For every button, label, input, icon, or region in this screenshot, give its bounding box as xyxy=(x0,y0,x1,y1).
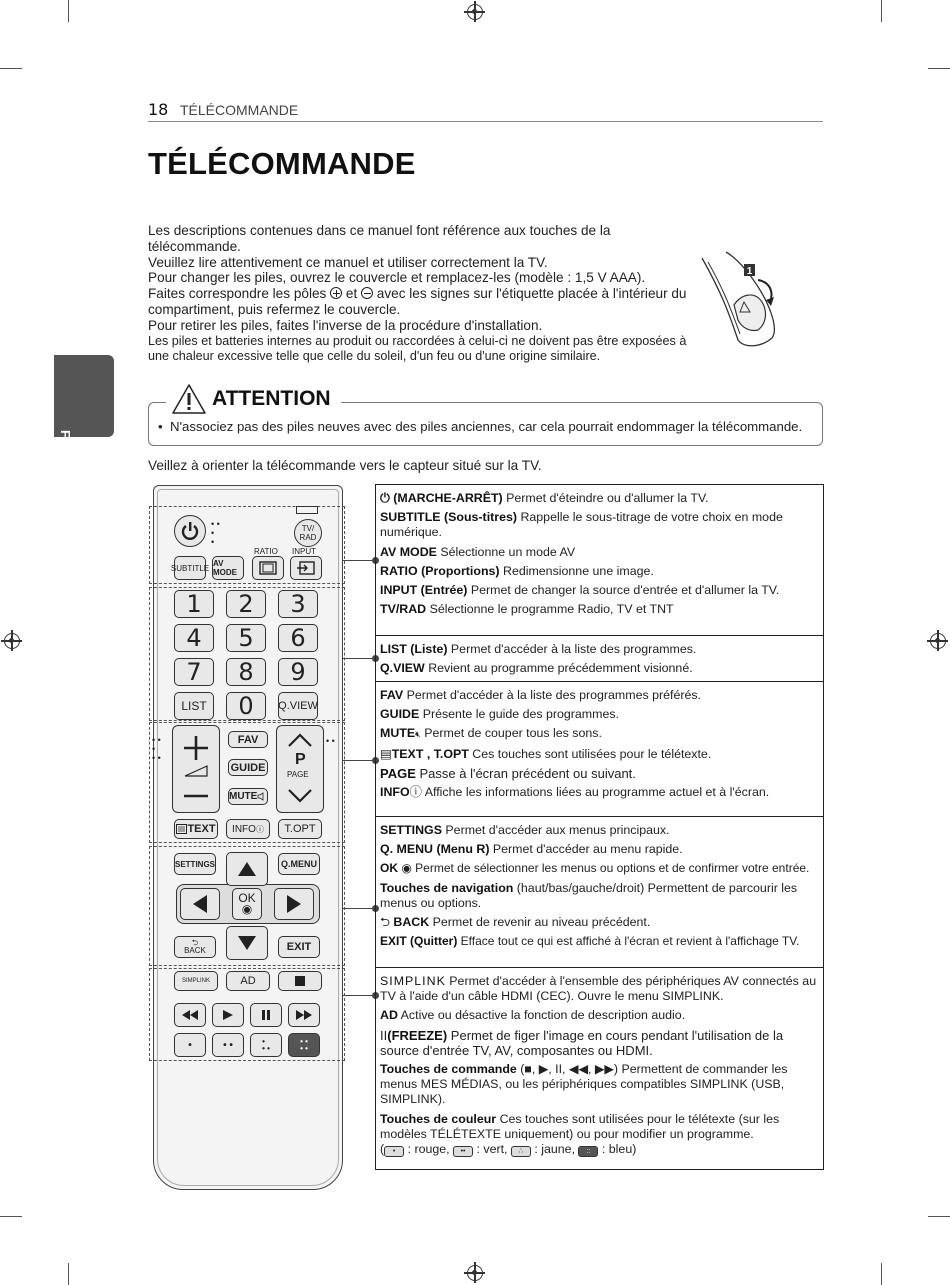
registration-mark-icon xyxy=(467,1265,483,1281)
yellow-button[interactable]: • • • xyxy=(250,1033,282,1057)
language-tab-label: FRANÇAIS xyxy=(58,430,73,502)
item-key: Q.VIEW xyxy=(380,661,425,676)
item-key: PAGE xyxy=(380,765,416,781)
item-key: Touches de commande xyxy=(380,1062,517,1077)
teletext-icon xyxy=(176,824,187,834)
attention-header xyxy=(166,382,341,416)
description-item xyxy=(380,861,819,876)
intro-paragraph: Veuillez lire attentivement ce manuel et utiliser correctement la TV. xyxy=(148,254,548,270)
info-button[interactable] xyxy=(226,819,270,839)
minus-pole-icon xyxy=(361,287,373,299)
aim-instruction: Veillez à orienter la télécommande vers le capteur situé sur la TV. xyxy=(148,458,542,473)
registration-mark-icon xyxy=(467,4,483,20)
nav-right-button[interactable] xyxy=(274,888,314,920)
green-button[interactable]: • • xyxy=(212,1033,244,1057)
crop-mark xyxy=(0,1216,22,1217)
item-text: Présente le guide des programmes. xyxy=(419,707,619,722)
stop-icon xyxy=(295,976,305,986)
attention-text: • N'associez pas des piles neuves avec des piles anciennes, car cela pourrait endommager la télécommande. xyxy=(158,419,803,434)
item-text: Permet d'accéder au menu rapide. xyxy=(489,842,683,857)
item-text: Permet de figer l'image en cours pendant l'utilisation de la source d'entrée TV, AV, composantes ou HDMI. xyxy=(380,1027,784,1058)
description-section-5 xyxy=(376,968,823,1169)
subtitle-button[interactable]: SUBTITLE xyxy=(174,556,206,580)
volume-rocker[interactable] xyxy=(172,725,220,813)
button-description-table xyxy=(375,484,824,1170)
registration-mark-icon xyxy=(930,633,946,649)
fav-button[interactable]: FAV xyxy=(228,731,268,748)
description-item xyxy=(380,1008,819,1023)
yellow-key-icon: ∴ xyxy=(511,1146,531,1157)
tactile-dots: • • • • • xyxy=(152,735,161,763)
item-text: Passe à l'écran précédent ou suivant. xyxy=(415,765,636,781)
item-key: Q. MENU (Menu R) xyxy=(380,842,490,857)
page-title: TÉLÉCOMMANDE xyxy=(148,146,416,181)
mute-label: MUTE xyxy=(229,791,258,802)
number-8-button[interactable]: 8 xyxy=(226,658,266,686)
description-item xyxy=(380,842,819,857)
page-number: 18 xyxy=(148,100,169,119)
leader-line xyxy=(343,560,376,561)
description-item xyxy=(380,707,819,722)
page-header xyxy=(148,100,823,122)
item-text: Permet de revenir au niveau précédent. xyxy=(429,915,651,930)
t-opt-button[interactable]: T.OPT xyxy=(278,819,322,839)
item-key: EXIT (Quitter) xyxy=(380,934,458,949)
item-text: Redimensionne une image. xyxy=(499,563,654,578)
intro-warning: Les piles et batteries internes au produit ou raccordées à celui-ci ne doivent pas être exposées à une chaleur excessive telle que celle du soleil, d'un feu ou d'une origine similaire. xyxy=(148,333,687,364)
ad-button[interactable]: AD xyxy=(226,971,270,991)
language-tab xyxy=(54,355,114,502)
color-name: : rouge, xyxy=(404,1142,454,1157)
color-name: : jaune, xyxy=(530,1142,579,1157)
mute-icon: 🔇︎ xyxy=(415,729,421,740)
header-section: TÉLÉCOMMANDE xyxy=(180,102,299,118)
item-text: Permet de couper tous les sons. xyxy=(420,726,602,741)
blue-key-icon: :: xyxy=(578,1146,598,1157)
item-text: (■, ▶, II, ◀◀, ▶▶) Permettent de commander les menus MES MÉDIAS, ou les périphériques compatibles SIMPLINK (USB, SIMPLINK). xyxy=(380,1062,788,1107)
item-text: Ces touches sont utilisées pour le télétexte (sur les modèles TÉLÉTEXTE uniquement) ou pour modifier un programme. xyxy=(380,1111,780,1141)
item-key: INPUT (Entrée) xyxy=(380,583,468,598)
item-key: RATIO (Proportions) xyxy=(380,563,500,578)
item-key: SETTINGS xyxy=(380,823,442,837)
nav-left-button[interactable] xyxy=(180,888,220,920)
item-key: (FREEZE) xyxy=(387,1027,448,1043)
info-icon: ⓘ xyxy=(255,824,264,834)
nav-up-button[interactable] xyxy=(226,852,268,886)
item-text: Affiche les informations liées au programme actuel et à l'écran. xyxy=(422,785,770,800)
back-button[interactable] xyxy=(174,936,216,958)
simplink-button[interactable]: SIMPLINK xyxy=(174,971,218,991)
description-section-4 xyxy=(376,817,823,968)
number-9-button[interactable]: 9 xyxy=(278,658,318,686)
description-item xyxy=(380,934,819,949)
description-item xyxy=(380,510,819,540)
description-item xyxy=(380,766,819,781)
item-text: Revient au programme précédemment visionné. xyxy=(424,661,693,676)
attention-sentence: N'associez pas des piles neuves avec des piles anciennes, car cela pourrait endommager la télécommande. xyxy=(169,419,803,434)
item-text: Sélectionne le programme Radio, TV et TNT xyxy=(426,602,674,617)
item-key: MUTE xyxy=(380,726,416,741)
item-text: Ces touches sont utilisées pour le télétexte. xyxy=(468,746,712,761)
back-label: BACK xyxy=(184,946,206,955)
channel-rocker[interactable] xyxy=(276,725,324,813)
item-text: Rappelle le sous-titrage de votre choix en mode numérique. xyxy=(380,510,783,540)
description-item xyxy=(380,974,819,1004)
description-item xyxy=(380,688,819,703)
ratio-label: RATIO xyxy=(254,547,278,556)
description-item xyxy=(380,1062,819,1108)
item-key: AV MODE xyxy=(380,544,437,559)
item-key: Touches de couleur xyxy=(380,1111,497,1126)
q-view-button[interactable]: Q.VIEW xyxy=(278,692,318,720)
info-label: INFO xyxy=(232,823,256,835)
number-6-button[interactable]: 6 xyxy=(278,624,318,652)
number-7-button[interactable]: 7 xyxy=(174,658,214,686)
ir-emitter-icon xyxy=(296,506,318,514)
description-section-1 xyxy=(376,485,823,636)
mute-icon xyxy=(257,792,267,801)
registration-mark-icon xyxy=(4,633,20,649)
channel-p-label: P xyxy=(295,751,306,768)
item-text: Active ou désactive la fonction de description audio. xyxy=(397,1008,686,1023)
plus-pole-icon xyxy=(330,287,342,299)
crop-mark xyxy=(68,1263,69,1285)
number-5-button[interactable]: 5 xyxy=(226,624,266,652)
number-4-button[interactable]: 4 xyxy=(174,624,214,652)
item-key: SUBTITLE (Sous-titres) xyxy=(380,510,517,525)
arrow-down-icon xyxy=(237,935,257,951)
input-button[interactable] xyxy=(290,556,322,580)
rewind-icon xyxy=(182,1010,198,1020)
list-button[interactable]: LIST xyxy=(174,692,214,720)
play-button[interactable] xyxy=(212,1003,244,1027)
crop-mark xyxy=(881,1263,882,1285)
description-item: Touches de couleur Ces touches sont utilisées pour le télétexte (sur les modèles TÉLÉTEXTE uniquement) ou pour modifier un programme. ( • : rouge, •• : vert, ∴ : jaune, :: : bleu) xyxy=(380,1111,780,1157)
item-key: Touches de navigation xyxy=(380,880,514,895)
input-label: INPUT xyxy=(292,547,316,556)
battery-cover-illustration xyxy=(700,250,785,350)
item-key: FAV xyxy=(380,688,404,702)
description-item xyxy=(380,661,819,676)
input-icon xyxy=(296,561,316,575)
red-button[interactable]: • xyxy=(174,1033,206,1057)
back-icon: ⮌ xyxy=(191,938,199,947)
stop-button[interactable] xyxy=(278,971,322,991)
description-item xyxy=(380,564,819,579)
crop-mark xyxy=(928,1216,950,1217)
number-3-button[interactable]: 3 xyxy=(278,590,318,618)
description-item xyxy=(380,747,819,762)
ok-icon: ◉ xyxy=(401,861,412,876)
item-key: BACK xyxy=(393,915,430,930)
color-name: : bleu) xyxy=(598,1142,637,1157)
channel-icon xyxy=(277,726,323,812)
tv-rad-button[interactable]: TV/ RAD xyxy=(294,519,322,547)
description-item xyxy=(380,785,819,800)
arrow-up-icon xyxy=(237,861,257,877)
description-section-2 xyxy=(376,636,823,682)
remote-control-illustration xyxy=(153,485,343,1190)
item-key: (MARCHE-ARRÊT) xyxy=(393,491,503,505)
item-text: Permet d'accéder aux menus principaux. xyxy=(441,823,670,837)
intro-paragraph: Les descriptions contenues dans ce manuel font référence aux touches de la télécommande. xyxy=(148,223,611,254)
warning-icon xyxy=(172,383,206,415)
description-item xyxy=(380,583,819,598)
attention-label: ATTENTION xyxy=(212,387,331,410)
leader-line xyxy=(343,995,376,996)
item-text: Permet d'éteindre ou d'allumer la TV. xyxy=(502,491,709,505)
description-section-3 xyxy=(376,682,823,817)
power-icon xyxy=(180,521,200,541)
intro-paragraph: Pour changer les piles, ouvrez le couvercle et remplacez-les (modèle : 1,5 V AAA). xyxy=(148,270,646,286)
item-text: Permet d'accéder à la liste des programmes. xyxy=(447,642,697,656)
power-icon: ⏻ xyxy=(380,491,394,505)
description-item xyxy=(380,1028,819,1058)
intro-fragment: avec les signes sur l'étiquette placée à l'intérieur du compartiment, puis refermez le couvercle. xyxy=(148,286,687,317)
intro-text xyxy=(148,223,703,365)
guide-button[interactable]: GUIDE xyxy=(228,759,268,776)
tactile-dots: • • xyxy=(326,736,335,746)
green-key-icon: •• xyxy=(453,1146,473,1157)
description-item xyxy=(380,491,819,506)
number-0-button[interactable]: 0 xyxy=(226,692,266,720)
item-key: TV/RAD xyxy=(380,602,427,617)
item-key: SIMPLINK xyxy=(380,974,446,988)
crop-mark xyxy=(68,0,69,22)
item-text: Efface tout ce qui est affiché à l'écran et revient à l'affichage TV. xyxy=(457,934,800,949)
tactile-dots: • • • • xyxy=(211,519,220,547)
description-item xyxy=(380,726,819,742)
description-item xyxy=(380,823,819,838)
mute-button[interactable] xyxy=(228,788,268,805)
ratio-icon xyxy=(258,561,278,575)
fast-forward-button[interactable] xyxy=(288,1003,320,1027)
arrow-left-icon xyxy=(192,894,208,914)
pause-icon xyxy=(261,1010,271,1020)
description-item xyxy=(380,545,819,560)
ok-label: OK xyxy=(238,891,256,905)
power-button[interactable] xyxy=(174,515,206,547)
intro-fragment: et xyxy=(342,286,361,302)
leader-line xyxy=(343,760,376,761)
item-text: (haut/bas/gauche/droit) Permettent de parcourir les menus ou options. xyxy=(380,880,798,910)
item-key: AD xyxy=(380,1008,398,1023)
number-2-button[interactable]: 2 xyxy=(226,590,266,618)
volume-icon xyxy=(173,726,219,812)
item-text: Permet de sélectionner les menus ou options et de confirmer votre entrée. xyxy=(411,861,810,876)
item-text: Permet d'accéder à la liste des programmes préférés. xyxy=(403,688,701,702)
number-1-button[interactable]: 1 xyxy=(174,590,214,618)
item-key: TEXT , T.OPT xyxy=(391,746,469,761)
item-key: OK xyxy=(380,861,398,876)
color-name: : vert, xyxy=(473,1142,511,1157)
item-text: Permet de changer la source d'entrée et d'allumer la TV. xyxy=(467,583,780,598)
intro-fragment: Faites correspondre les pôles xyxy=(148,286,331,302)
step-number: 1 xyxy=(746,266,753,277)
ok-icon: ◉ xyxy=(241,902,253,916)
item-text: Sélectionne un mode AV xyxy=(436,544,576,559)
item-key: LIST (Liste) xyxy=(380,642,448,656)
description-item xyxy=(380,602,819,617)
crop-mark xyxy=(0,68,22,69)
red-key-icon: • xyxy=(384,1146,404,1157)
play-icon xyxy=(223,1010,233,1020)
ok-button[interactable] xyxy=(232,888,262,920)
text-label: TEXT xyxy=(187,823,216,835)
leader-line xyxy=(343,658,376,659)
description-item xyxy=(380,881,819,911)
leader-line xyxy=(343,908,376,909)
item-key: GUIDE xyxy=(380,707,420,722)
rewind-button[interactable] xyxy=(174,1003,206,1027)
teletext-icon: ▤ xyxy=(380,746,392,761)
back-icon: ⮌ xyxy=(380,915,394,930)
intro-paragraph xyxy=(148,286,703,318)
intro-paragraph: Pour retirer les piles, faites l'inverse de la procédure d'installation. xyxy=(148,317,543,333)
info-icon: ⓘ xyxy=(409,785,422,800)
text-button[interactable] xyxy=(174,819,218,839)
pause-button[interactable] xyxy=(250,1003,282,1027)
description-item xyxy=(380,915,819,930)
pause-icon: II xyxy=(380,1027,388,1043)
settings-button[interactable]: SETTINGS xyxy=(174,853,216,875)
page-label: PAGE xyxy=(287,770,309,779)
arrow-right-icon xyxy=(286,894,302,914)
item-text: Permet d'accéder à l'ensemble des périphériques AV connectés au TV à l'aide d'un câble HDMI (CEC). Ouvre le menu SIMPLINK. xyxy=(380,974,817,1004)
q-menu-button[interactable]: Q.MENU xyxy=(278,853,320,875)
item-key: INFO xyxy=(380,785,410,800)
ratio-button[interactable] xyxy=(252,556,284,580)
nav-down-button[interactable] xyxy=(226,926,268,960)
exit-button[interactable]: EXIT xyxy=(278,936,320,958)
av-mode-button[interactable]: AV MODE xyxy=(212,556,244,580)
description-item xyxy=(380,642,819,657)
blue-button[interactable]: • • • • xyxy=(288,1033,320,1057)
fast-forward-icon xyxy=(296,1010,312,1020)
crop-mark xyxy=(881,0,882,22)
crop-mark xyxy=(928,68,950,69)
